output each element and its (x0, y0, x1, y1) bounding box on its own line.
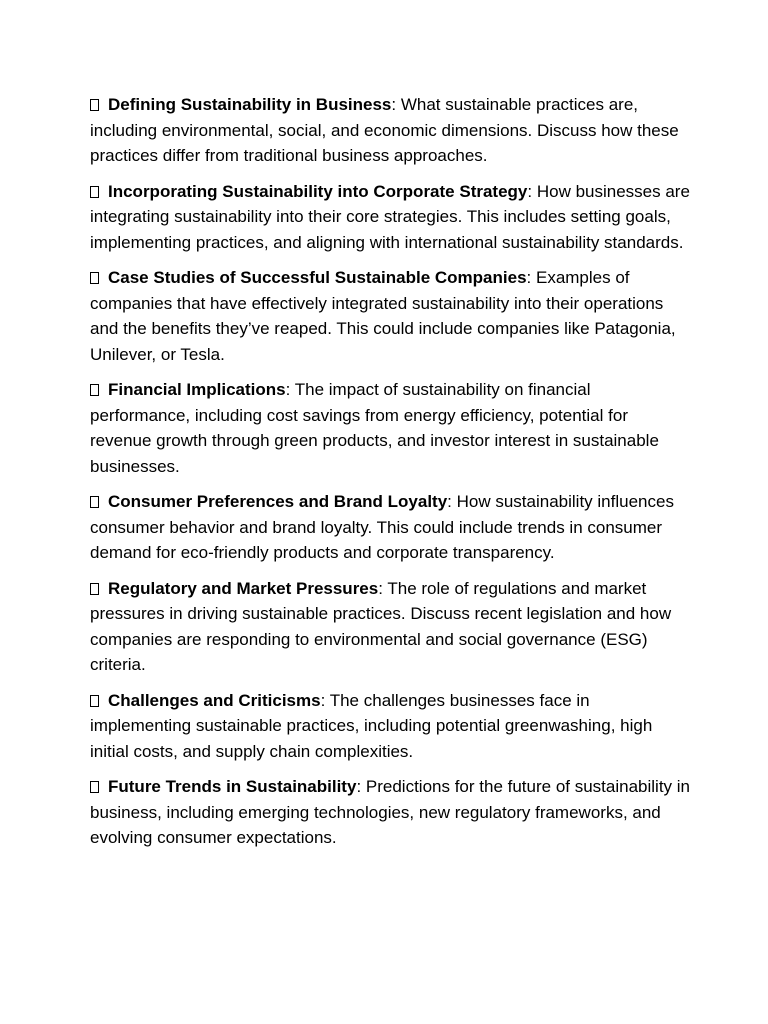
bullet-item (90, 265, 690, 367)
bullet-glyph-icon (90, 781, 99, 793)
bullet-glyph-icon (90, 384, 99, 396)
bullet-glyph-icon (90, 186, 99, 198)
item-heading: Incorporating Sustainability into Corporate Strategy (108, 181, 528, 201)
bullet-item (90, 774, 690, 851)
item-heading: Financial Implications (108, 380, 286, 399)
bullet-glyph-icon (90, 99, 99, 111)
document-page (90, 92, 690, 861)
item-body: : The role of regulations and market pressures in driving sustainable practices. Discuss recent legislation and how companies are responding to environmental and social governance (ESG) criteria. (90, 578, 672, 674)
item-heading: Challenges and Criticisms (108, 690, 321, 710)
item-body: : Examples of companies that have effectively integrated sustainability into their operations and the benefits they’ve reaped. This could include companies like Patagonia, Unilever, or Tesla. (90, 268, 676, 364)
bullet-glyph-icon (90, 695, 99, 707)
item-heading: Regulatory and Market Pressures (108, 578, 379, 598)
item-heading: Defining Sustainability in Business (108, 95, 392, 114)
bullet-item (90, 576, 690, 678)
item-body: : Predictions for the future of sustainability in business, including emerging technologies, new regulatory frameworks, and evolving consumer expectations. (90, 777, 690, 847)
item-body: : The challenges businesses face in implementing sustainable practices, including potential greenwashing, high initial costs, and supply chain complexities. (90, 690, 653, 761)
bullet-item (90, 92, 690, 169)
item-heading: Consumer Preferences and Brand Loyalty (108, 492, 448, 511)
item-body: : The impact of sustainability on financial performance, including cost savings from energy efficiency, potential for revenue growth through green products, and investor interest in sustainable businesses. (90, 380, 659, 476)
item-heading: Future Trends in Sustainability (108, 777, 357, 796)
bullet-glyph-icon (90, 496, 99, 508)
item-body: : What sustainable practices are, including environmental, social, and economic dimensions. Discuss how these practices differ from traditional business approaches. (90, 95, 679, 165)
bullet-glyph-icon (90, 272, 99, 284)
bullet-glyph-icon (90, 583, 99, 595)
item-body: : How sustainability influences consumer behavior and brand loyalty. This could include trends in consumer demand for eco-friendly products and corporate transparency. (90, 492, 674, 562)
bullet-item (90, 377, 690, 479)
bullet-item (90, 688, 690, 765)
item-heading: Case Studies of Successful Sustainable Companies (108, 268, 527, 287)
item-body: : How businesses are integrating sustainability into their core strategies. This includes setting goals, implementing practices, and aligning with international sustainability standards. (90, 181, 690, 252)
bullet-item (90, 489, 690, 566)
bullet-item (90, 179, 690, 256)
